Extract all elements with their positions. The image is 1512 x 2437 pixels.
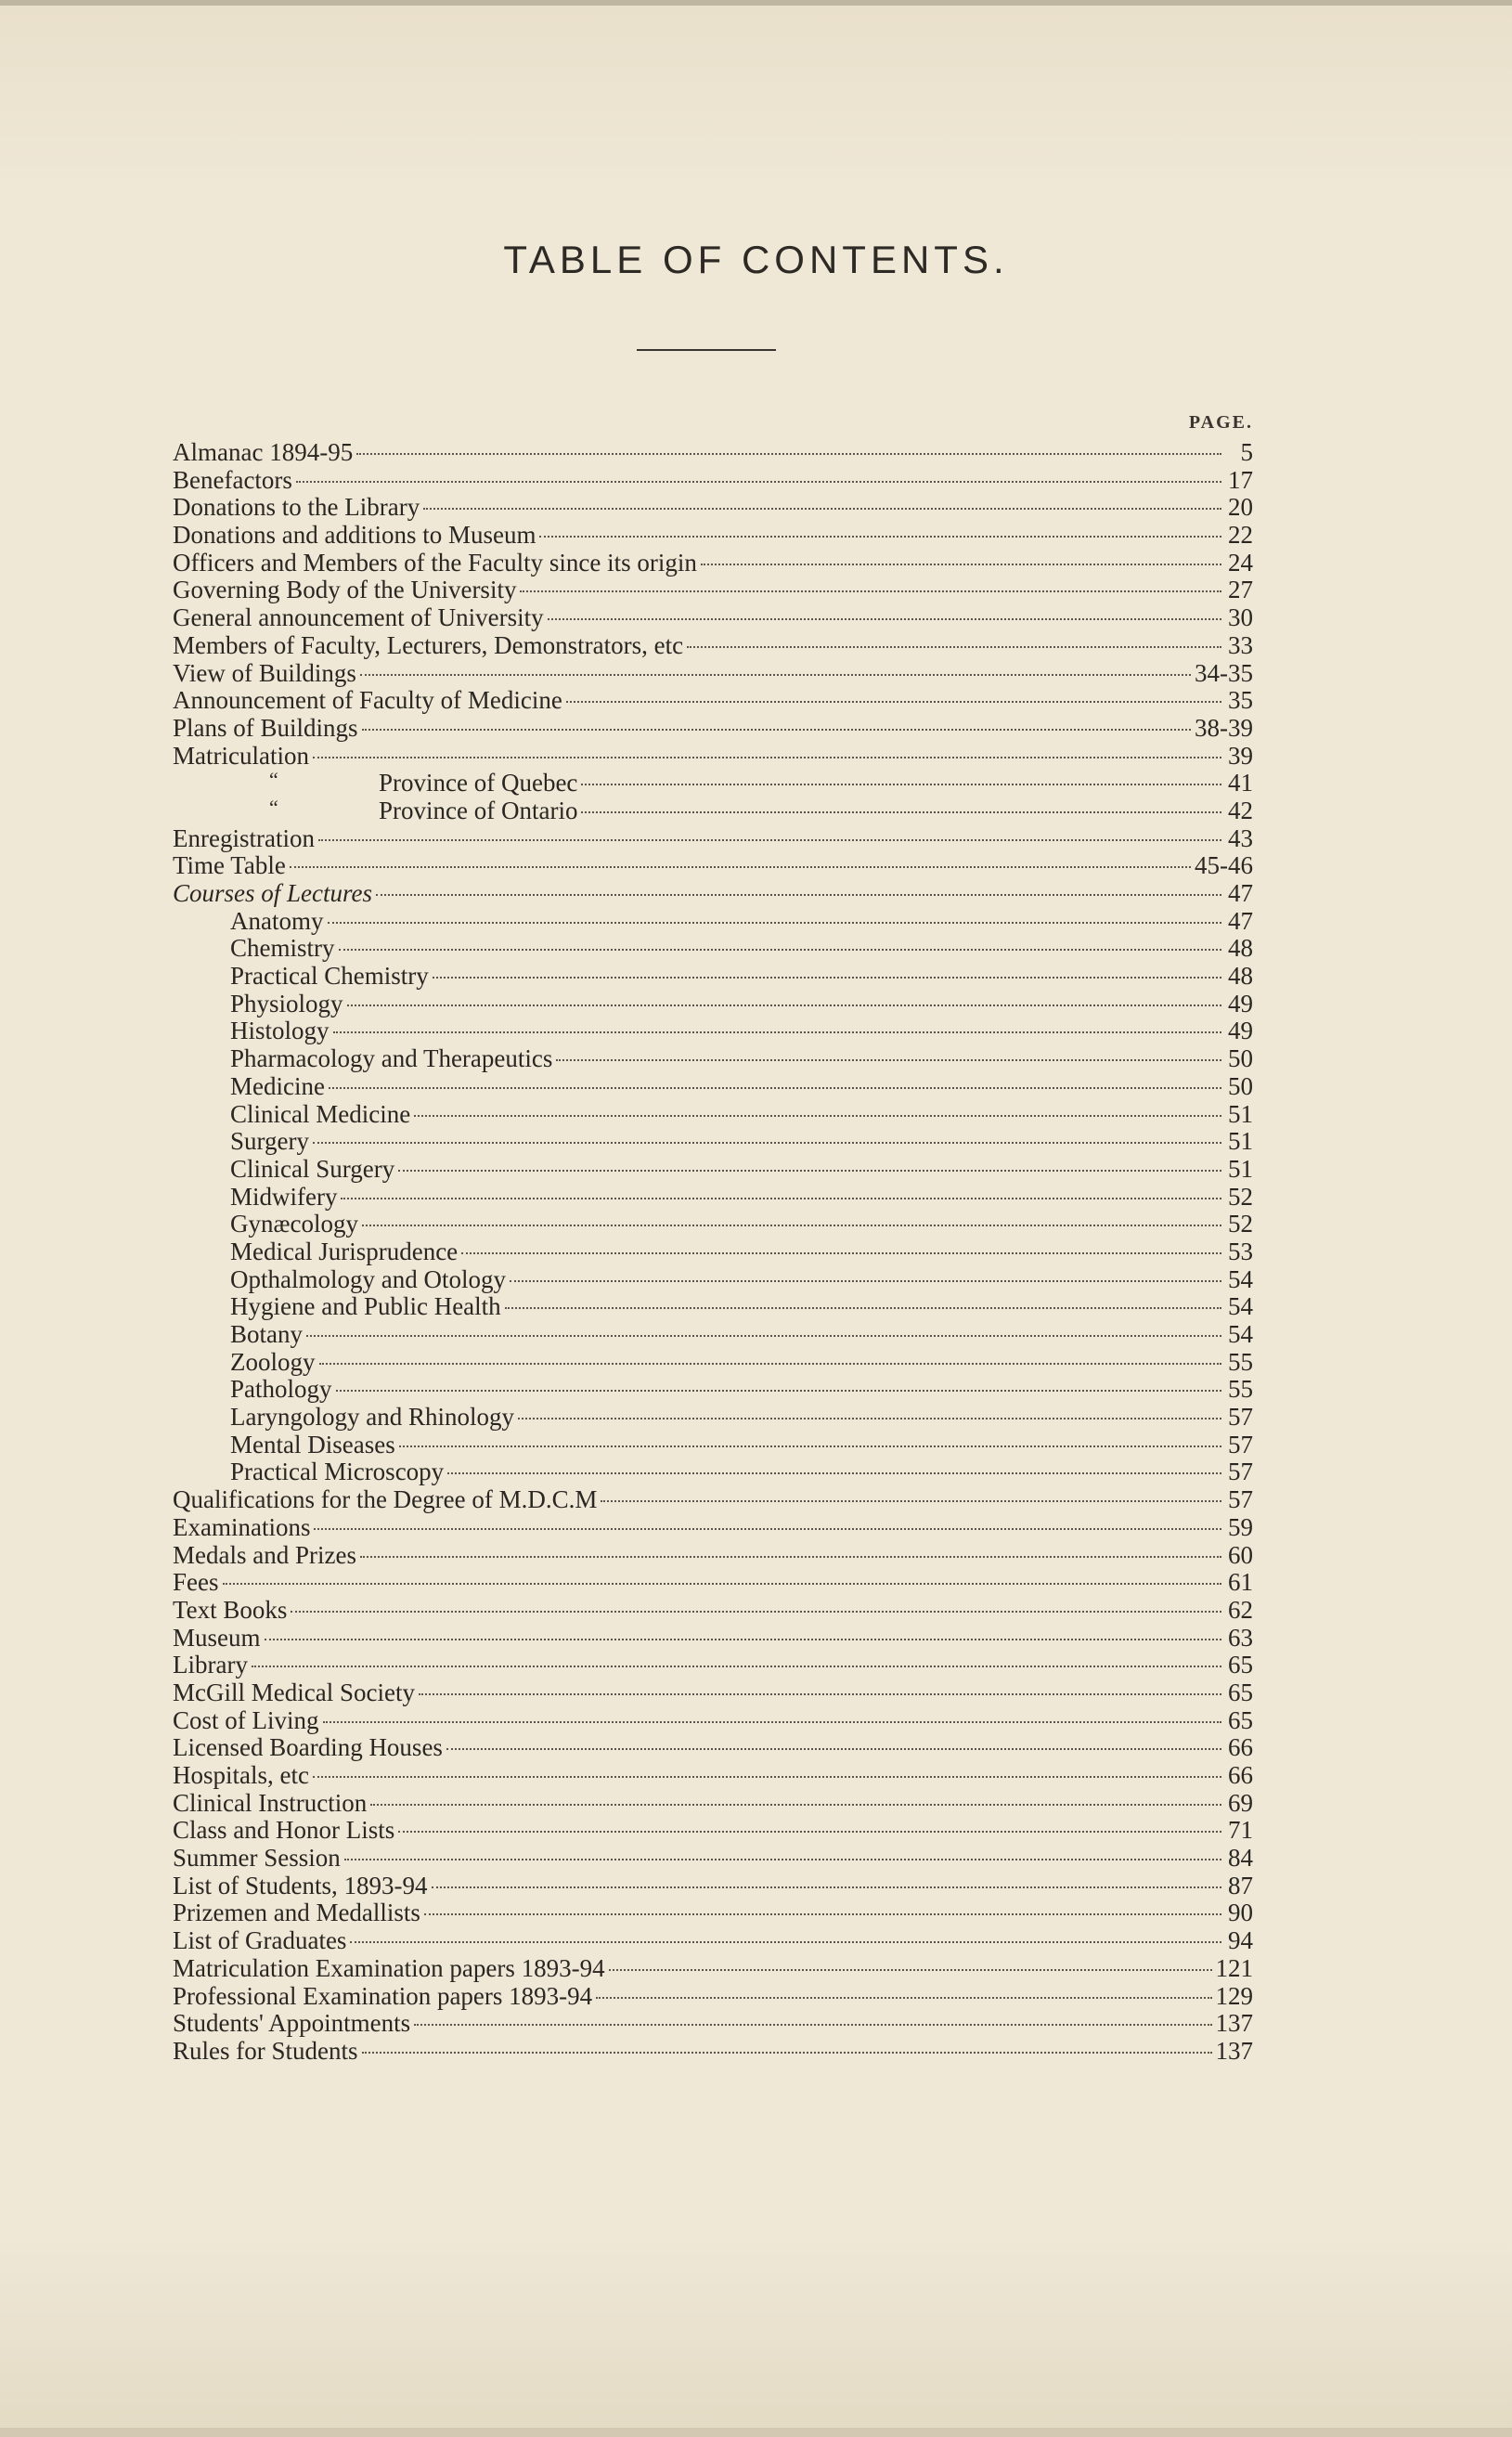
toc-entry xyxy=(173,1679,1253,1707)
toc-entry-label: Benefactors xyxy=(173,465,292,494)
dot-leader xyxy=(419,1693,1221,1695)
toc-entry-label: Text Books xyxy=(173,1595,288,1624)
toc-entry-page: 71 xyxy=(1228,1816,1253,1845)
toc-entry-page: 41 xyxy=(1228,769,1253,797)
page-column-header: PAGE. xyxy=(1188,412,1253,433)
toc-entry-label: Donations and additions to Museum xyxy=(173,521,536,550)
toc-entry-page: 45-46 xyxy=(1195,851,1253,880)
toc-entry-label: Practical Chemistry xyxy=(230,962,429,991)
toc-entry-page: 51 xyxy=(1228,1099,1253,1128)
toc-entry xyxy=(173,1514,1253,1542)
toc-entry-label: Medals and Prizes xyxy=(173,1540,356,1569)
dot-leader xyxy=(291,1611,1221,1613)
dot-leader xyxy=(356,453,1221,455)
toc-entry-page: 55 xyxy=(1228,1347,1253,1376)
toc-entry xyxy=(173,1073,1253,1101)
dot-leader xyxy=(314,1528,1221,1530)
toc-entry-page: 5 xyxy=(1240,438,1253,466)
toc-entry xyxy=(173,1625,1253,1653)
toc-entry-page: 30 xyxy=(1228,603,1253,632)
toc-entry xyxy=(173,1983,1253,2011)
toc-entry-page: 34-35 xyxy=(1195,658,1253,687)
toc-entry xyxy=(173,1321,1253,1349)
toc-entry xyxy=(173,577,1253,604)
toc-entry-page: 60 xyxy=(1228,1540,1253,1569)
dot-leader xyxy=(520,590,1221,592)
toc-entry xyxy=(173,797,1253,825)
toc-entry-page: 22 xyxy=(1228,521,1253,550)
dot-leader xyxy=(370,1804,1221,1806)
table-of-contents xyxy=(173,439,1253,2066)
toc-entry-label: Pathology xyxy=(230,1375,332,1404)
dot-leader xyxy=(556,1059,1221,1061)
dot-leader xyxy=(313,1776,1221,1778)
toc-entry-label: Gynæcology xyxy=(230,1210,358,1238)
dot-leader xyxy=(344,1859,1221,1860)
toc-entry-page: 84 xyxy=(1228,1844,1253,1873)
dot-leader xyxy=(339,949,1222,951)
ditto-mark: “ xyxy=(269,768,278,792)
toc-entry-page: 43 xyxy=(1228,823,1253,852)
toc-entry-label: Courses of Lectures xyxy=(173,879,372,907)
toc-entry-page: 90 xyxy=(1228,1899,1253,1927)
dot-leader xyxy=(687,646,1221,648)
toc-entry-page: 35 xyxy=(1228,686,1253,715)
toc-entry-label: Prizemen and Medallists xyxy=(173,1899,420,1927)
toc-entry-page: 17 xyxy=(1228,465,1253,494)
dot-leader xyxy=(432,1886,1222,1888)
toc-entry-label: Summer Session xyxy=(173,1844,341,1873)
toc-entry xyxy=(173,1184,1253,1212)
toc-entry xyxy=(173,1128,1253,1156)
toc-entry-label: List of Graduates xyxy=(173,1926,347,1955)
toc-entry-page: 61 xyxy=(1228,1568,1253,1597)
dot-leader xyxy=(319,1363,1222,1365)
toc-entry-page: 66 xyxy=(1228,1761,1253,1789)
dot-leader xyxy=(518,1418,1221,1419)
toc-entry-label: Province of Quebec xyxy=(379,769,578,797)
toc-entry-page: 48 xyxy=(1228,934,1253,963)
dot-leader xyxy=(360,1556,1221,1558)
dot-leader xyxy=(323,1721,1221,1723)
ditto-mark: “ xyxy=(269,795,278,819)
toc-entry-page: 59 xyxy=(1228,1512,1253,1541)
toc-entry-page: 49 xyxy=(1228,1017,1253,1045)
toc-entry-label: Zoology xyxy=(230,1347,316,1376)
toc-entry-label: Hospitals, etc xyxy=(173,1761,309,1789)
dot-leader xyxy=(362,1225,1221,1226)
toc-entry-label: Class and Honor Lists xyxy=(173,1816,395,1845)
dot-leader xyxy=(376,894,1221,896)
toc-entry-label: Chemistry xyxy=(230,934,335,963)
toc-entry-label: Members of Faculty, Lecturers, Demonstrators, etc xyxy=(173,630,684,659)
toc-entry xyxy=(173,743,1253,771)
toc-entry xyxy=(173,1542,1253,1570)
toc-entry-label: Clinical Surgery xyxy=(230,1154,395,1183)
toc-entry xyxy=(173,522,1253,550)
toc-entry-page: 66 xyxy=(1228,1733,1253,1762)
toc-entry-page: 53 xyxy=(1228,1237,1253,1265)
toc-entry xyxy=(173,1404,1253,1432)
dot-leader xyxy=(306,1335,1221,1337)
toc-entry-page: 129 xyxy=(1215,1981,1253,2010)
toc-entry-label: List of Students, 1893-94 xyxy=(173,1871,428,1899)
dot-leader xyxy=(329,1087,1221,1089)
toc-entry-page: 54 xyxy=(1228,1264,1253,1293)
toc-entry-label: Medicine xyxy=(230,1071,325,1100)
dot-leader xyxy=(398,1831,1221,1833)
dot-leader xyxy=(505,1307,1221,1309)
toc-entry xyxy=(173,687,1253,715)
toc-entry-label: Physiology xyxy=(230,989,343,1018)
toc-entry xyxy=(173,467,1253,495)
toc-entry-page: 65 xyxy=(1228,1651,1253,1679)
dot-leader xyxy=(313,1142,1221,1144)
dot-leader xyxy=(510,1280,1221,1282)
toc-entry xyxy=(173,1266,1253,1294)
toc-entry xyxy=(173,908,1253,936)
toc-entry-label: Governing Body of the University xyxy=(173,576,517,604)
toc-entry-label: Histology xyxy=(230,1017,330,1045)
toc-entry xyxy=(173,963,1253,991)
toc-entry-label: Time Table xyxy=(173,851,286,880)
toc-entry xyxy=(173,880,1253,908)
dot-leader xyxy=(581,811,1221,813)
dot-leader xyxy=(223,1583,1222,1585)
toc-entry-label: Library xyxy=(173,1651,248,1679)
toc-entry-page: 62 xyxy=(1228,1595,1253,1624)
toc-entry xyxy=(173,935,1253,963)
toc-entry-page: 39 xyxy=(1228,741,1253,770)
toc-entry-page: 52 xyxy=(1228,1182,1253,1211)
toc-entry-label: Hygiene and Public Health xyxy=(230,1292,501,1321)
toc-entry xyxy=(173,715,1253,743)
toc-entry-page: 33 xyxy=(1228,630,1253,659)
toc-entry-label: General announcement of University xyxy=(173,603,544,632)
toc-entry-label: Fees xyxy=(173,1568,219,1597)
toc-entry-label: Midwifery xyxy=(230,1182,338,1211)
toc-entry xyxy=(173,494,1253,522)
toc-entry xyxy=(173,1569,1253,1597)
toc-entry-page: 69 xyxy=(1228,1788,1253,1817)
toc-entry xyxy=(173,1101,1253,1129)
dot-leader xyxy=(414,2024,1211,2026)
toc-entry-page: 24 xyxy=(1228,548,1253,577)
toc-entry-page: 49 xyxy=(1228,989,1253,1018)
toc-entry-label: Surgery xyxy=(230,1127,309,1156)
toc-entry-page: 38-39 xyxy=(1195,713,1253,742)
dot-leader xyxy=(296,481,1221,483)
dot-leader xyxy=(341,1198,1221,1199)
toc-entry xyxy=(173,1734,1253,1762)
toc-entry-label: Clinical Medicine xyxy=(230,1099,411,1128)
toc-entry-page: 87 xyxy=(1228,1871,1253,1899)
toc-entry xyxy=(173,1790,1253,1818)
toc-entry-label: Laryngology and Rhinology xyxy=(230,1403,514,1432)
toc-entry-label: Professional Examination papers 1893-94 xyxy=(173,1981,593,2010)
dot-leader xyxy=(265,1639,1222,1640)
toc-entry xyxy=(173,1486,1253,1514)
toc-entry-page: 65 xyxy=(1228,1678,1253,1706)
toc-entry xyxy=(173,1432,1253,1459)
toc-entry xyxy=(173,1238,1253,1266)
toc-entry-label: Practical Microscopy xyxy=(230,1458,445,1486)
dot-leader xyxy=(701,564,1221,565)
toc-entry xyxy=(173,1018,1253,1045)
dot-leader xyxy=(548,618,1221,620)
toc-entry-page: 42 xyxy=(1228,796,1253,824)
toc-entry-label: Examinations xyxy=(173,1512,311,1541)
title-divider xyxy=(637,349,776,351)
toc-entry-label: Anatomy xyxy=(230,906,324,935)
toc-entry xyxy=(173,1707,1253,1735)
dot-leader xyxy=(433,977,1221,979)
dot-leader xyxy=(318,839,1221,841)
toc-entry xyxy=(173,825,1253,853)
toc-entry xyxy=(173,1845,1253,1873)
toc-entry-page: 55 xyxy=(1228,1375,1253,1404)
toc-entry xyxy=(173,1597,1253,1625)
toc-entry-label: Mental Diseases xyxy=(230,1430,395,1458)
toc-entry-label: Announcement of Faculty of Medicine xyxy=(173,686,562,715)
dot-leader xyxy=(336,1390,1221,1392)
toc-entry-label: Cost of Living xyxy=(173,1705,319,1734)
toc-entry xyxy=(173,1762,1253,1790)
dot-leader xyxy=(447,1472,1221,1474)
toc-entry-page: 57 xyxy=(1228,1458,1253,1486)
toc-entry-page: 121 xyxy=(1215,1953,1253,1982)
toc-entry-page: 50 xyxy=(1228,1044,1253,1073)
toc-entry-label: Pharmacology and Therapeutics xyxy=(230,1044,553,1073)
toc-entry-page: 57 xyxy=(1228,1430,1253,1458)
page-title: TABLE OF CONTENTS. xyxy=(503,238,1009,281)
toc-entry-label: Plans of Buildings xyxy=(173,713,358,742)
toc-entry-label: Botany xyxy=(230,1320,303,1348)
dot-leader xyxy=(360,674,1191,676)
toc-entry xyxy=(173,1652,1253,1679)
dot-leader xyxy=(423,508,1221,510)
toc-entry xyxy=(173,2010,1253,2038)
toc-entry xyxy=(173,991,1253,1018)
dot-leader xyxy=(350,1941,1221,1943)
toc-entry-label: Matriculation Examination papers 1893-94 xyxy=(173,1953,605,1982)
dot-leader xyxy=(461,1252,1221,1254)
toc-entry-label: Museum xyxy=(173,1623,261,1652)
toc-entry xyxy=(173,1211,1253,1238)
dot-leader xyxy=(328,922,1222,924)
toc-entry xyxy=(173,1817,1253,1845)
toc-entry-page: 50 xyxy=(1228,1071,1253,1100)
toc-entry-page: 51 xyxy=(1228,1127,1253,1156)
toc-entry-page: 57 xyxy=(1228,1403,1253,1432)
toc-entry-label: Donations to the Library xyxy=(173,493,420,522)
toc-entry xyxy=(173,1899,1253,1927)
toc-entry xyxy=(173,660,1253,688)
toc-entry-page: 54 xyxy=(1228,1292,1253,1321)
dot-leader xyxy=(424,1913,1221,1915)
toc-entry-page: 47 xyxy=(1228,906,1253,935)
toc-entry xyxy=(173,770,1253,797)
dot-leader xyxy=(290,866,1191,868)
toc-entry-page: 94 xyxy=(1228,1926,1253,1955)
toc-entry xyxy=(173,2038,1253,2066)
dot-leader xyxy=(596,1997,1211,1999)
toc-entry-label: Qualifications for the Degree of M.D.C.M xyxy=(173,1485,598,1514)
toc-entry xyxy=(173,439,1253,467)
toc-entry-label: Matriculation xyxy=(173,741,309,770)
dot-leader xyxy=(398,1170,1221,1172)
dot-leader xyxy=(399,1445,1221,1447)
toc-entry-label: View of Buildings xyxy=(173,658,356,687)
toc-entry-label: Rules for Students xyxy=(173,2036,358,2065)
dot-leader xyxy=(252,1666,1221,1667)
dot-leader xyxy=(362,729,1191,731)
toc-entry-page: 52 xyxy=(1228,1210,1253,1238)
dot-leader xyxy=(362,2052,1212,2054)
dot-leader xyxy=(609,1969,1212,1971)
toc-entry xyxy=(173,1955,1253,1983)
dot-leader xyxy=(347,1005,1221,1006)
toc-entry-page: 137 xyxy=(1215,2009,1253,2038)
toc-entry-label: Enregistration xyxy=(173,823,315,852)
toc-entry xyxy=(173,1293,1253,1321)
toc-entry-label: Clinical Instruction xyxy=(173,1788,368,1817)
toc-entry-page: 47 xyxy=(1228,879,1253,907)
dot-leader xyxy=(539,536,1221,538)
toc-entry-page: 48 xyxy=(1228,962,1253,991)
toc-entry xyxy=(173,1873,1253,1900)
dot-leader xyxy=(601,1500,1221,1502)
dot-leader xyxy=(333,1031,1221,1033)
toc-entry-label: Almanac 1894-95 xyxy=(173,438,354,466)
toc-entry xyxy=(173,852,1253,880)
toc-entry-page: 57 xyxy=(1228,1485,1253,1514)
toc-entry-page: 51 xyxy=(1228,1154,1253,1183)
dot-leader xyxy=(313,757,1221,758)
toc-entry-label: McGill Medical Society xyxy=(173,1678,415,1706)
toc-entry xyxy=(173,1045,1253,1073)
toc-entry xyxy=(173,1376,1253,1404)
toc-entry-label: Province of Ontario xyxy=(379,796,578,824)
toc-entry xyxy=(173,550,1253,577)
toc-entry xyxy=(173,1927,1253,1955)
toc-entry xyxy=(173,1458,1253,1486)
toc-entry-page: 27 xyxy=(1228,576,1253,604)
toc-entry-page: 54 xyxy=(1228,1320,1253,1348)
dot-leader xyxy=(581,784,1221,785)
toc-entry-label: Opthalmology and Otology xyxy=(230,1264,506,1293)
toc-entry-label: Officers and Members of the Faculty since its origin xyxy=(173,548,697,577)
toc-entry-label: Medical Jurisprudence xyxy=(230,1237,459,1265)
dot-leader xyxy=(566,701,1221,703)
toc-entry-page: 137 xyxy=(1215,2036,1253,2065)
toc-entry xyxy=(173,1349,1253,1377)
toc-entry xyxy=(173,604,1253,632)
toc-entry xyxy=(173,632,1253,660)
toc-entry-page: 63 xyxy=(1228,1623,1253,1652)
dot-leader xyxy=(414,1115,1221,1117)
toc-entry-label: Licensed Boarding Houses xyxy=(173,1733,443,1762)
toc-entry xyxy=(173,1156,1253,1184)
dot-leader xyxy=(446,1748,1221,1750)
toc-entry-label: Students' Appointments xyxy=(173,2009,411,2038)
toc-entry-page: 65 xyxy=(1228,1705,1253,1734)
toc-entry-page: 20 xyxy=(1228,493,1253,522)
